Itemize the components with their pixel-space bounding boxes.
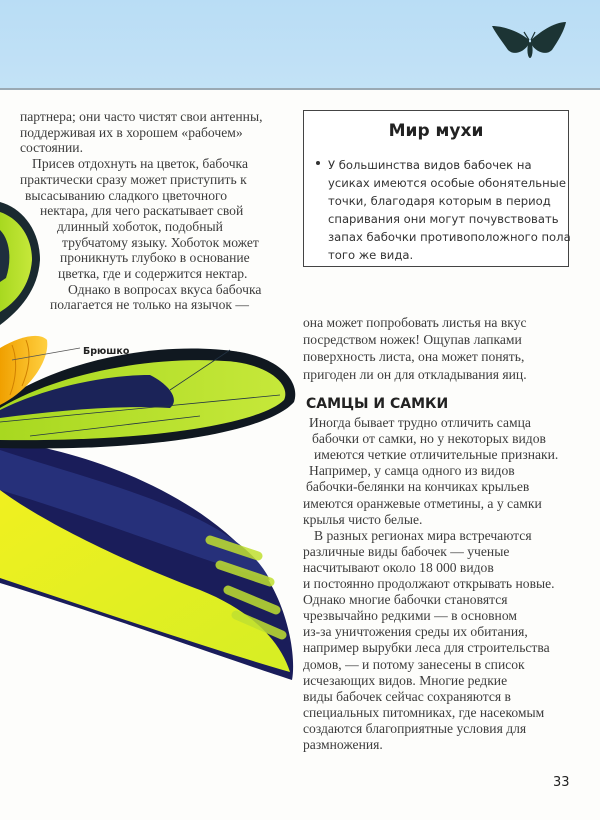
text-line: Однако многие бабочки становятся (303, 592, 508, 608)
text-line: чрезвычайно редкими — в основном (303, 608, 517, 624)
text-line: Присев отдохнуть на цветок, бабочка (32, 156, 248, 172)
text-line: исчезающих видов. Многие редкие (303, 672, 508, 688)
sidebar-text-line: У большинства видов бабочек на (328, 158, 532, 172)
text-line: цветка, где и содержится нектар. (58, 266, 248, 281)
text-line: специальных питомниках, где насекомым (303, 704, 545, 720)
abdomen-label: Брюшко (83, 346, 130, 357)
text-line: поверхность листа, она может понять, (303, 349, 525, 365)
text-line: бабочки от самки, но у некоторых видов (312, 431, 546, 447)
text-line: из-за уничтожения среды их обитания, (303, 624, 528, 640)
text-line: имеются четкие отличительные признаки. (314, 447, 559, 463)
sidebar-text-line: запах бабочки противоположного пола (328, 230, 571, 244)
sidebar-box-title: Мир мухи (388, 121, 484, 141)
text-line: практически сразу может приступить к (20, 171, 247, 187)
sidebar-box (303, 110, 569, 267)
text-line: различные виды бабочек — ученые (303, 543, 510, 559)
text-line: бабочки-белянки на кончиках крыльев (306, 479, 530, 495)
text-line: Например, у самца одного из видов (309, 463, 515, 479)
page-number: 33 (553, 775, 570, 790)
text-line: поддерживая их в хорошем «рабочем» (20, 124, 243, 140)
page-header-band (0, 0, 600, 90)
text-line: партнера; они часто чистят свои антенны, (20, 109, 263, 124)
text-line: и постоянно продолжают открывать новые. (303, 576, 555, 591)
bullet-icon (316, 161, 320, 165)
text-line: В разных регионах мира встречаются (314, 527, 532, 543)
text-line: проникнуть глубоко в основание (60, 250, 250, 266)
moth-silhouette-icon (490, 10, 570, 60)
section-heading: САМЦЫ И САМКИ (306, 396, 449, 412)
sidebar-text-line: спаривания они могут почувствовать (328, 212, 559, 226)
text-line: состоянии. (20, 140, 83, 156)
sidebar-text-line: того же вида. (328, 248, 414, 262)
text-line: она может попробовать листья на вкус (303, 315, 527, 330)
text-line: например вырубки леса для строительства (303, 640, 550, 656)
text-line: домов, — и потому занесены в список (303, 656, 525, 672)
sidebar-text-line: усиках имеются особые обонятельные (328, 176, 566, 190)
text-line: виды бабочек сейчас сохраняются в (303, 688, 511, 704)
text-line: размножения. (303, 737, 383, 752)
text-line: Иногда бывает трудно отличить самца (309, 415, 531, 430)
text-line: крылья чисто белые. (303, 511, 423, 527)
text-line: трубчатому языку. Хоботок может (62, 234, 259, 250)
text-line: имеются оранжевые отметины, а у самки (303, 495, 542, 511)
text-line: длинный хоботок, подобный (57, 218, 223, 234)
text-line: создаются благоприятные условия для (303, 720, 527, 736)
text-line: насчитывают около 18 000 видов (303, 559, 494, 575)
text-line: полагается не только на язычок — (50, 297, 250, 313)
text-line: нектара, для чего раскатывает свой (40, 203, 244, 219)
text-line: высасыванию сладкого цветочного (25, 187, 228, 203)
text-line: Однако в вопросах вкуса бабочка (68, 281, 262, 297)
text-line: пригоден ли он для откладывания яиц. (303, 366, 527, 382)
sidebar-text-line: точки, благодаря которым в период (328, 194, 551, 208)
text-line: посредством ножек! Ощупав лапками (303, 332, 522, 348)
